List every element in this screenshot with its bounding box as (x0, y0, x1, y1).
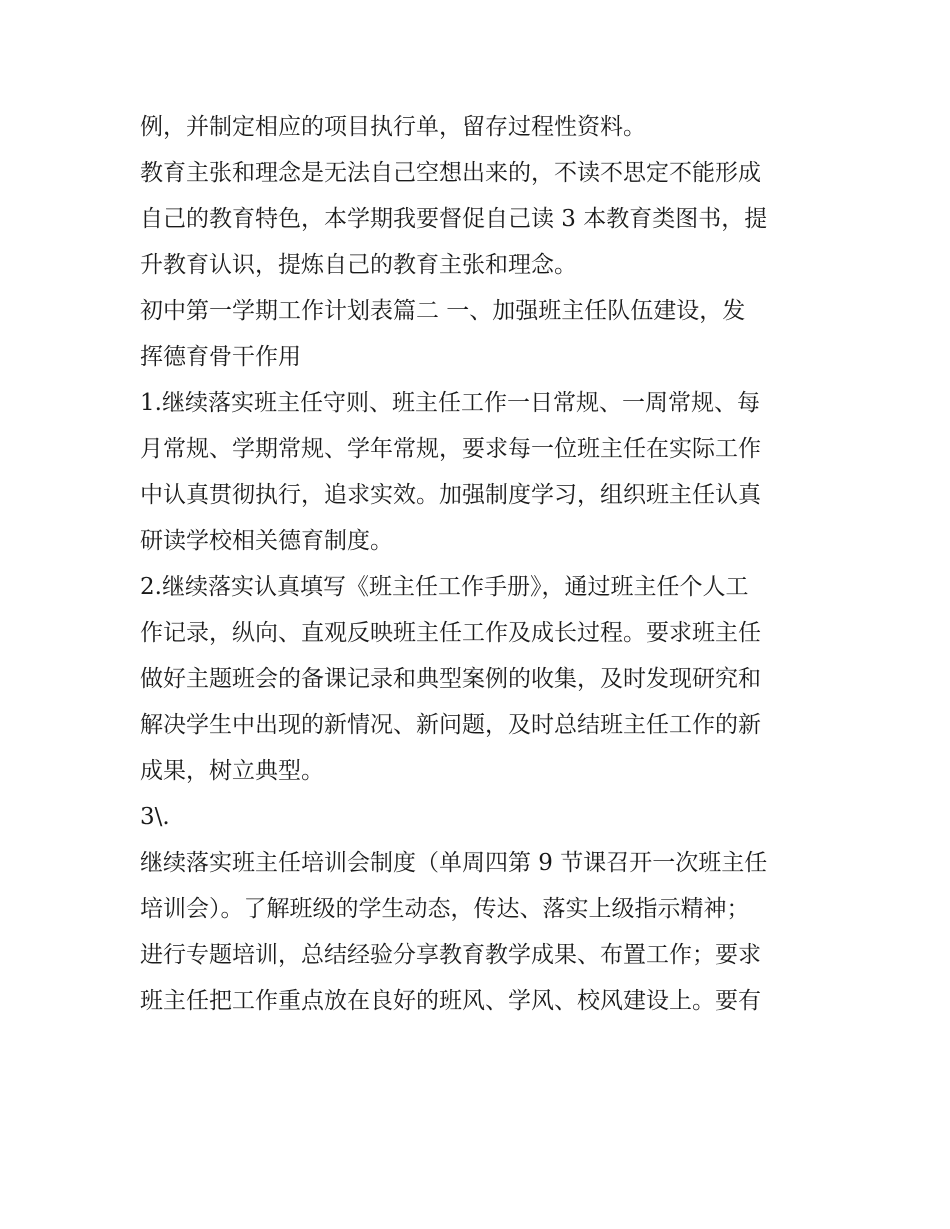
text-line: 例，并制定相应的项目执行单，留存过程性资料。 (140, 114, 646, 140)
text-line: 培训会）。了解班级的学生动态，传达、落实上级指示精神； (140, 896, 750, 922)
text-line: 3\. (140, 804, 170, 830)
text-line: 做好主题班会的备课记录和典型案例的收集，及时发现研究和 (140, 666, 761, 692)
text-line: 月常规、学期常规、学年常规，要求每一位班主任在实际工作 (140, 436, 761, 462)
text-line: 班主任把工作重点放在良好的班风、学风、校风建设上。要有 (140, 988, 761, 1014)
text-line: 作记录，纵向、直观反映班主任工作及成长过程。要求班主任 (140, 620, 761, 646)
text-line: 解决学生中出现的新情况、新问题，及时总结班主任工作的新 (140, 712, 761, 738)
text-line: 中认真贯彻执行，追求实效。加强制度学习，组织班主任认真 (140, 482, 761, 508)
text-line: 成果，树立典型。 (140, 758, 324, 784)
text-line: 2.继续落实认真填写《班主任工作手册》，通过班主任个人工 (140, 574, 749, 600)
text-line: 教育主张和理念是无法自己空想出来的，不读不思定不能形成 (140, 160, 761, 186)
section-heading-line: 初中第一学期工作计划表篇二 一、加强班主任队伍建设，发 (140, 298, 746, 324)
text-line: 继续落实班主任培训会制度（单周四第 9 节课召开一次班主任 (140, 850, 768, 876)
document-body (140, 104, 820, 1024)
text-line: 1.继续落实班主任守则、班主任工作一日常规、一周常规、每 (140, 390, 760, 416)
section-heading-line: 挥德育骨干作用 (140, 344, 301, 370)
text-line: 研读学校相关德育制度。 (140, 528, 393, 554)
text-line: 自己的教育特色，本学期我要督促自己读 3 本教育类图书，提 (140, 206, 768, 232)
text-line: 进行专题培训，总结经验分享教育教学成果、布置工作；要求 (140, 942, 761, 968)
text-line: 升教育认识，提炼自己的教育主张和理念。 (140, 252, 577, 278)
